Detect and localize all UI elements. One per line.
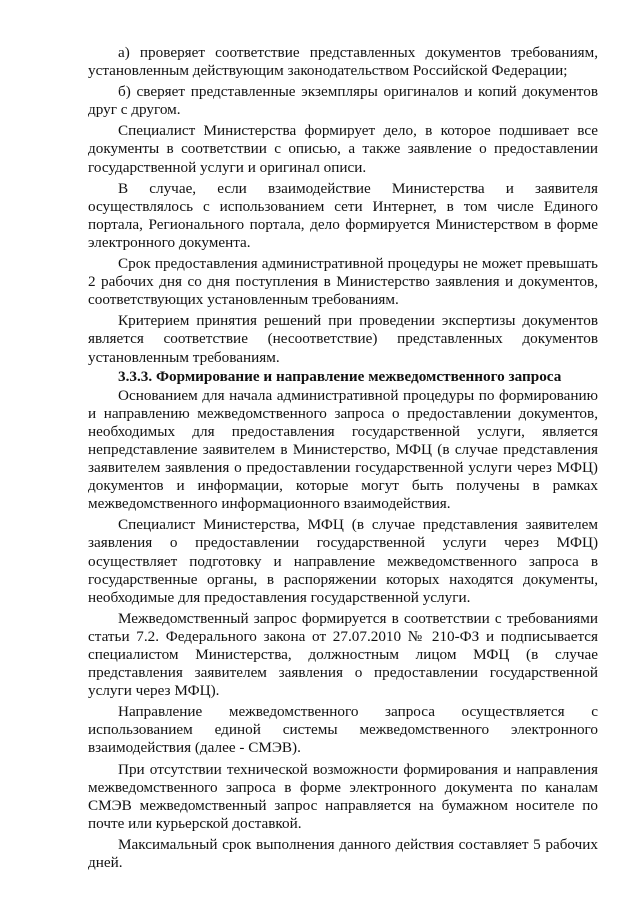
paragraph-paper-request: При отсутствии технической возможности формирования и направления межведомственного запроса в форме электронного документа по каналам СМЭВ межведомственный запрос направляется на бумажном носителе по почте или курьерской доставкой. [88, 760, 598, 832]
paragraph-check-requirements: а) проверяет соответствие представленных документов требованиям, установленным действующим законодательством Российской Федерации; [88, 44, 598, 80]
paragraph-procedure-term: Срок предоставления административной процедуры не может превышать 2 рабочих дня со дня поступления в Министерство заявления и документов, соответствующих установленным требованиям. [88, 255, 598, 309]
paragraph-compare-copies: б) сверяет представленные экземпляры оригиналов и копий документов друг с другом. [88, 83, 598, 119]
paragraph-smev: Направление межведомственного запроса осуществляется с использованием единой системы межведомственного электронного взаимодействия (далее - СМЭВ). [88, 703, 598, 757]
paragraph-form-case: Специалист Министерства формирует дело, в которое подшивает все документы в соответствии с описью, а также заявление о предоставлении государственной услуги и оригинал описи. [88, 122, 598, 176]
paragraph-request-formation: Межведомственный запрос формируется в соответствии с требованиями статьи 7.2. Федерального закона от 27.07.2010 № 210-ФЗ и подписывается специалистом Министерства, должностным лицом МФЦ (в случае представления заявителем заявления о предоставлении государственной услуги через МФЦ). [88, 609, 598, 700]
paragraph-decision-criteria: Критерием принятия решений при проведении экспертизы документов является соответствие (несоответствие) представленных документов установленным требованиям. [88, 312, 598, 366]
section-heading: 3.3.3. Формирование и направление межведомственного запроса [118, 367, 562, 385]
paragraph-specialist-request: Специалист Министерства, МФЦ (в случае представления заявителем заявления о предоставлении государственной услуги через МФЦ) осуществляет подготовку и направление межведомственного запроса в государственные органы, в распоряжении которых находятся документы, необходимые для предоставления государственной услуги. [88, 516, 598, 606]
paragraph-grounds: Основанием для начала административной процедуры по формированию и направлению межведомственного запроса о предоставлении документов, необходимых для предоставления государственной услуги, является непредставление заявителем в Министерство, МФЦ (в случае представления заявителем заявления о предоставлении государственной услуги через МФЦ) документов и информации, которые могут быть получены в рамках межведомственного информационного взаимодействия. [88, 386, 598, 513]
paragraph-electronic-case: В случае, если взаимодействие Министерства и заявителя осуществлялось с использованием сети Интернет, в том числе Единого портала, Регионального портала, дело формируется Министерством в форме электронного документа. [88, 179, 598, 251]
paragraph-max-term: Максимальный срок выполнения данного действия составляет 5 рабочих дней. [88, 835, 598, 872]
document-page [88, 44, 598, 875]
